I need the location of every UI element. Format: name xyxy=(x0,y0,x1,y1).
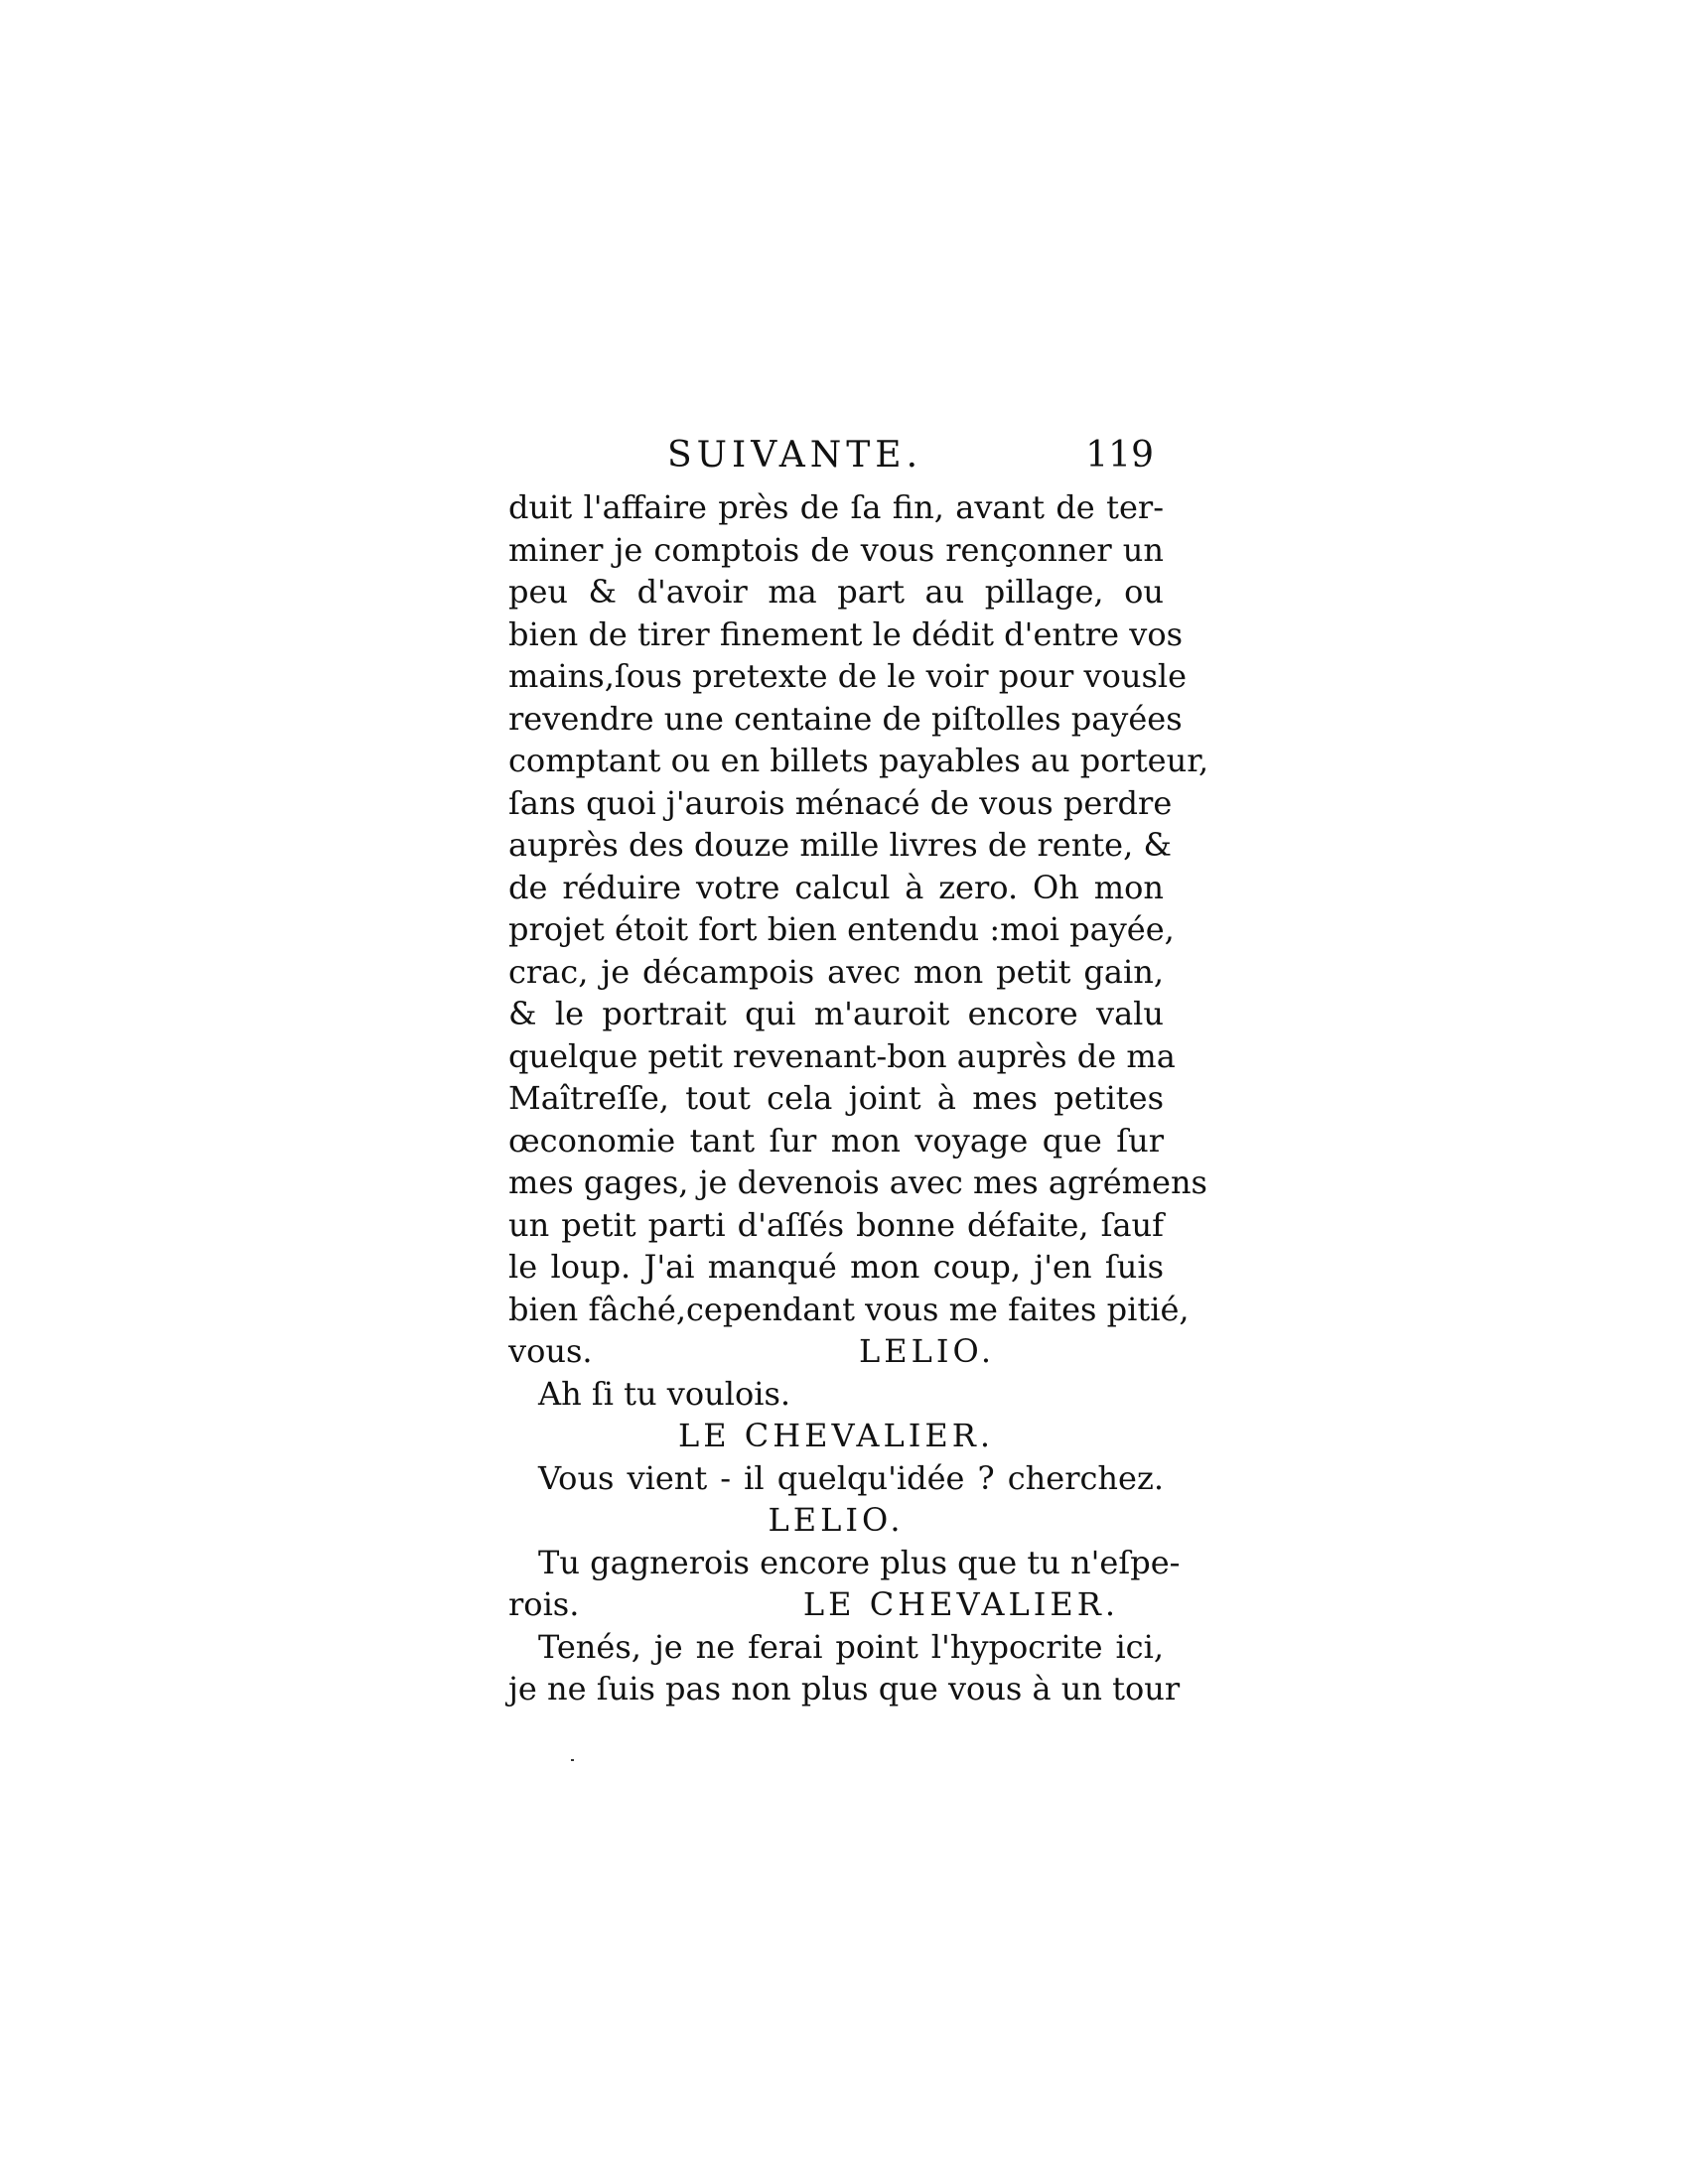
text-line: mains,ſous pretexte de le voir pour vousle xyxy=(508,657,1188,695)
text-line: le loup. J'ai manqué mon coup, j'en ſuis xyxy=(508,1248,1164,1286)
text-line: & le portrait qui m'auroit encore valu xyxy=(508,995,1164,1032)
text-line: projet étoit fort bien entendu :moi payée, xyxy=(508,910,1175,948)
dialogue-line: je ne ſuis pas non plus que vous à un tour xyxy=(508,1670,1181,1707)
text-line: mes gages, je devenois avec mes agrémens xyxy=(508,1163,1207,1201)
paragraph xyxy=(508,486,1209,1330)
speaker-chevalier: LE CHEVALIER. xyxy=(677,1417,995,1454)
dialogue-line: Tu gagnerois encore plus que tu n'eſpe- xyxy=(538,1543,1181,1581)
ink-speck xyxy=(571,1759,574,1761)
text-line: quelque petit revenant-bon auprès de ma xyxy=(508,1036,1176,1075)
text-line: bien fâché,cependant vous me faites pitié, xyxy=(508,1290,1190,1328)
dialogue-fragment: rois. xyxy=(508,1585,580,1623)
speaker-lelio: LELIO. xyxy=(858,1332,995,1370)
dialogue-line: Vous vient - il quelqu'idée ? cherchez. xyxy=(538,1458,1164,1497)
text-line: duit l'affaire près de ſa fin, avant de ter- xyxy=(508,488,1164,526)
line-with-speaker xyxy=(508,1583,1164,1626)
line-with-speaker xyxy=(508,1330,1164,1373)
dialogue-line: Tenés, je ne ferai point l'hypocrite ici, xyxy=(538,1627,1164,1666)
text-line: ſans quoi j'aurois ménacé de vous perdre xyxy=(508,783,1173,822)
text-line: de réduire votre calcul à zero. Oh mon xyxy=(508,868,1164,906)
running-title: SUIVANTE. xyxy=(667,435,923,476)
text-line: un petit parti d'aſſés bonne défaite, ſauf xyxy=(508,1205,1164,1244)
speaker-lelio: LELIO. xyxy=(768,1501,905,1539)
text-line: œconomie tant ſur mon voyage que ſur xyxy=(508,1121,1164,1160)
text-line: comptant ou en billets payables au porteur, xyxy=(508,742,1209,779)
text-line: auprès des douze mille livres de rente, & xyxy=(508,826,1172,864)
last-word: vous. xyxy=(508,1332,593,1370)
text-line: miner je comptois de vous rençonner un xyxy=(508,530,1164,569)
text-line: crac, je décampois avec mon petit gain, xyxy=(508,952,1164,991)
text-line: peu & d'avoir ma part au pillage, ou xyxy=(508,573,1164,611)
speaker-chevalier: LE CHEVALIER. xyxy=(802,1585,1119,1623)
page-number: 119 xyxy=(1085,435,1154,476)
running-head xyxy=(508,427,1164,486)
text-line: Maîtreſſe, tout cela joint à mes petites xyxy=(508,1079,1164,1117)
text-line: revendre une centaine de piſtolles payées xyxy=(508,699,1183,738)
dialogue-line: Ah ſi tu voulois. xyxy=(538,1374,791,1413)
text-block xyxy=(508,427,1209,1710)
text-line: bien de tirer finement le dédit d'entre vos xyxy=(508,614,1184,653)
